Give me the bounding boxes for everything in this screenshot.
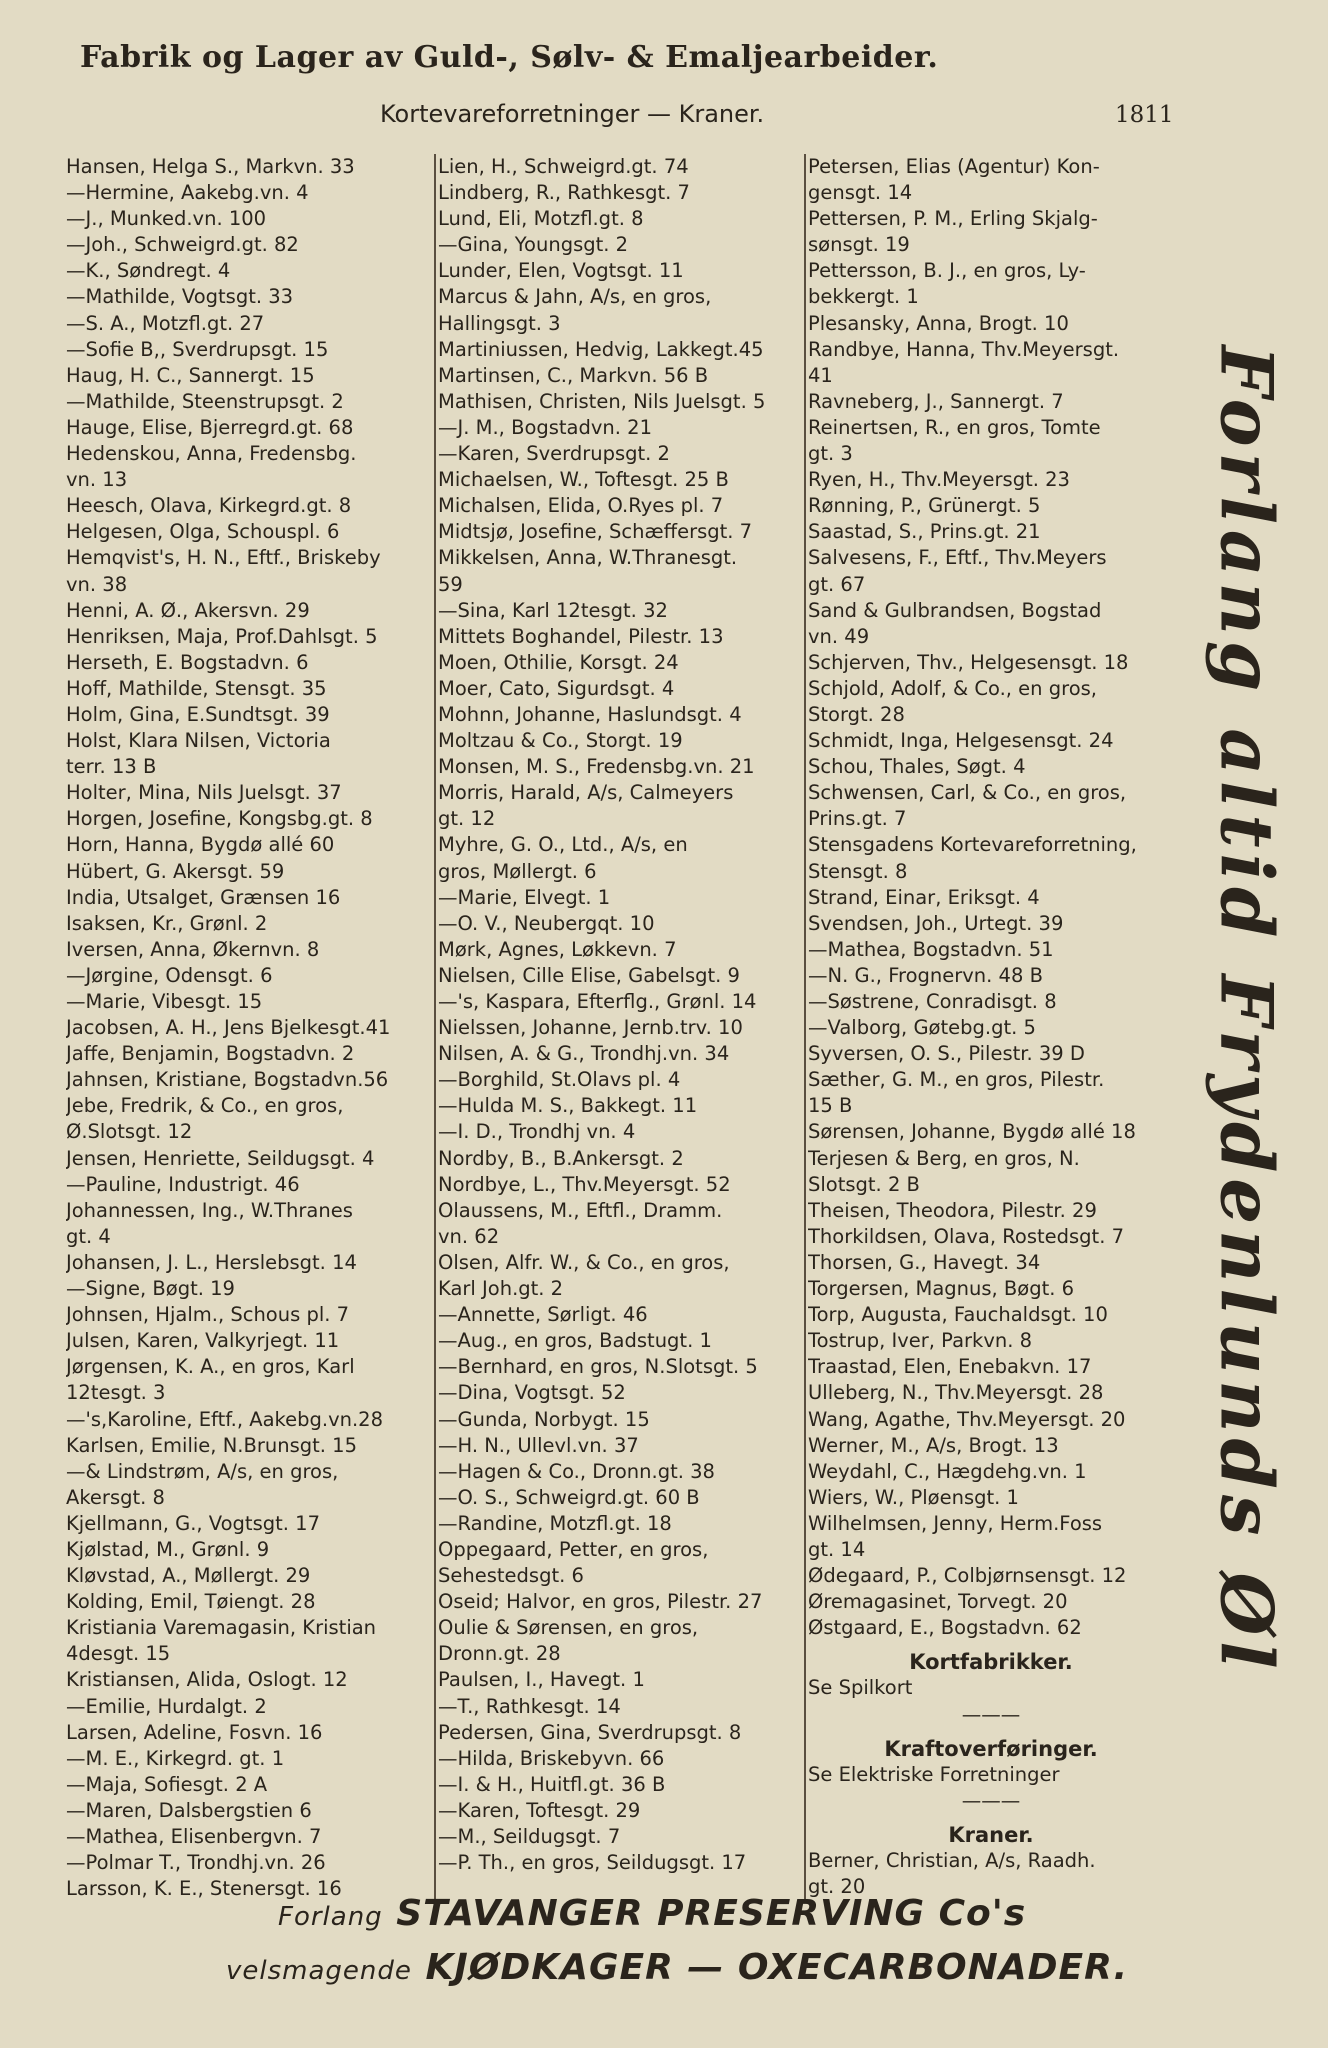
directory-entry-line: Pettersson, B. J., en gros, Ly- — [808, 259, 1086, 283]
directory-entry-line: —S. A., Motzfl.gt. 27 — [66, 311, 265, 335]
directory-entry-line: —J. M., Bogstadvn. 21 — [438, 415, 652, 439]
directory-entry-line: Sehestedsgt. 6 — [438, 1564, 584, 1588]
directory-entry-line: Michaelsen, W., Toftesgt. 25 B — [438, 468, 729, 492]
directory-entry-line: —Maren, Dalsbergstien 6 — [66, 1798, 312, 1822]
directory-entry-line: —M. E., Kirkegrd. gt. 1 — [66, 1746, 285, 1770]
directory-entry-line: Traastad, Elen, Enebakvn. 17 — [808, 1355, 1092, 1379]
directory-entry-line: Holter, Mina, Nils Juelsgt. 37 — [66, 781, 342, 805]
directory-entry-line: Jensen, Henriette, Seildugsgt. 4 — [66, 1146, 375, 1170]
directory-entry-line: —Emilie, Hurdalgt. 2 — [66, 1694, 267, 1718]
directory-entry-line: Lund, Eli, Motzfl.gt. 8 — [438, 207, 644, 231]
directory-entry-line: gt. 12 — [438, 807, 496, 831]
section-entry-line: Se Spilkort — [808, 1676, 913, 1700]
directory-entry-line: Moen, Othilie, Korsgt. 24 — [438, 650, 679, 674]
directory-entry-line: —Karen, Sverdrupsgt. 2 — [438, 442, 670, 466]
directory-entry-line: —Hagen & Co., Dronn.gt. 38 — [438, 1459, 715, 1483]
directory-entry-line: —P. Th., en gros, Seildugsgt. 17 — [438, 1851, 747, 1875]
directory-entry-line: —Marie, Elvegt. 1 — [438, 885, 611, 909]
directory-entry-line: gros, Møllergt. 6 — [438, 859, 597, 883]
directory-entry-line: Sørensen, Johanne, Bygdø allé 18 — [808, 1120, 1136, 1144]
directory-entry-line: Petersen, Elias (Agentur) Kon- — [808, 155, 1100, 178]
directory-column-2 — [438, 154, 806, 1876]
directory-entry-line: terr. 13 B — [66, 755, 157, 779]
directory-entry-line: Hansen, Helga S., Markvn. 33 — [66, 155, 355, 178]
directory-entry-line: —Jørgine, Odensgt. 6 — [66, 963, 273, 987]
directory-entry-line: —'s, Kaspara, Efterflg., Grønl. 14 — [438, 990, 757, 1013]
directory-entry-line: 12tesgt. 3 — [66, 1381, 166, 1405]
directory-entry-line: —Mathilde, Steenstrupsgt. 2 — [66, 389, 344, 413]
directory-entry-line: Lindberg, R., Rathkesgt. 7 — [438, 181, 690, 205]
directory-entry-line: Larsen, Adeline, Fosvn. 16 — [66, 1720, 323, 1744]
directory-entry-line: Ulleberg, N., Thv.Meyersgt. 28 — [808, 1381, 1104, 1405]
directory-entry-line: —Mathea, Bogstadvn. 51 — [808, 937, 1054, 961]
directory-entry-line: Rønning, P., Grünergt. 5 — [808, 494, 1041, 518]
directory-entry-line: Martiniussen, Hedvig, Lakkegt.45 — [438, 337, 764, 361]
directory-entry-line: Ø.Slotsgt. 12 — [66, 1120, 193, 1144]
directory-entry-line: Hauge, Elise, Bjerregrd.gt. 68 — [66, 415, 354, 439]
directory-entry-line: —J., Munked.vn. 100 — [66, 207, 267, 231]
sidebar-ad-text: Forlang altid Frydenlunds Øl — [1204, 345, 1290, 1675]
directory-entry-line: Nordby, B., B.Ankersgt. 2 — [438, 1146, 684, 1170]
directory-entry-line: Theisen, Theodora, Pilestr. 29 — [808, 1198, 1097, 1222]
bottom-ad-line-1-main: STAVANGER PRESERVING Co's — [396, 1893, 1027, 1934]
directory-entry-line: Pedersen, Gina, Sverdrupsgt. 8 — [438, 1720, 742, 1744]
directory-entry-line: Schou, Thales, Søgt. 4 — [808, 755, 1026, 779]
directory-entry-line: —Hulda M. S., Bakkegt. 11 — [438, 1094, 698, 1118]
directory-entry-line: Johannessen, Ing., W.Thranes — [66, 1198, 353, 1222]
directory-entry-line: Øremagasinet, Torvegt. 20 — [808, 1590, 1068, 1614]
directory-entry-line: Heesch, Olava, Kirkegrd.gt. 8 — [66, 494, 352, 518]
directory-entry-line: —Signe, Bøgt. 19 — [66, 1277, 235, 1301]
section-divider: ——— — [961, 1702, 1021, 1726]
directory-entry-line: Monsen, M. S., Fredensbg.vn. 21 — [438, 755, 755, 779]
directory-entry-line: Hoff, Mathilde, Stensgt. 35 — [66, 676, 327, 700]
directory-entry-line: —Annette, Sørligt. 46 — [438, 1303, 648, 1327]
directory-entry-line: Randbye, Hanna, Thv.Meyersgt. — [808, 337, 1120, 361]
directory-entry-line: Haug, H. C., Sannergt. 15 — [66, 363, 315, 387]
directory-entry-line: Svendsen, Joh., Urtegt. 39 — [808, 911, 1064, 935]
directory-entry-line: Prins.gt. 7 — [808, 807, 907, 831]
directory-entry-line: Thorsen, G., Havegt. 34 — [808, 1250, 1041, 1274]
directory-column-1 — [66, 154, 432, 1902]
directory-entry-line: Thorkildsen, Olava, Rostedsgt. 7 — [808, 1224, 1125, 1248]
directory-entry-line: Ravneberg, J., Sannergt. 7 — [808, 389, 1064, 413]
directory-entry-line: Werner, M., A/s, Brogt. 13 — [808, 1433, 1059, 1457]
directory-entry-line: bekkergt. 1 — [808, 285, 919, 309]
directory-entry-line: Kolding, Emil, Tøiengt. 28 — [66, 1590, 316, 1614]
directory-entry-line: —Maja, Sofiesgt. 2 A — [66, 1772, 268, 1796]
directory-entry-line: —Hermine, Aakebg.vn. 4 — [66, 181, 309, 205]
bottom-ad-line-2-prefix: velsmagende — [226, 1956, 412, 1986]
directory-column-3 — [808, 154, 1174, 1900]
directory-entry-line: —Bernhard, en gros, N.Slotsgt. 5 — [438, 1355, 758, 1379]
directory-entry-line: Kjølstad, M., Grønl. 9 — [66, 1537, 270, 1561]
directory-entry-line: Midtsjø, Josefine, Schæffersgt. 7 — [438, 520, 753, 544]
directory-entry-line: vn. 62 — [438, 1224, 500, 1248]
bottom-ad-line-1-prefix: Forlang — [278, 1902, 383, 1932]
directory-entry-line: Ryen, H., Thv.Meyersgt. 23 — [808, 468, 1070, 492]
directory-entry-line: Schjold, Adolf, & Co., en gros, — [808, 676, 1097, 700]
directory-entry-line: —K., Søndregt. 4 — [66, 259, 231, 283]
section-divider: ——— — [961, 1788, 1021, 1812]
directory-entry-line: Wiers, W., Pløensgt. 1 — [808, 1485, 1019, 1509]
directory-entry-line: Saastad, S., Prins.gt. 21 — [808, 520, 1041, 544]
directory-entry-line: 41 — [808, 363, 833, 387]
directory-entry-line: Slotsgt. 2 B — [808, 1172, 920, 1196]
directory-entry-line: vn. 13 — [66, 468, 128, 492]
section-entry-line: gt. 20 — [808, 1875, 866, 1899]
directory-entry-line: 4desgt. 15 — [66, 1642, 171, 1666]
directory-entry-line: Johansen, J. L., Herslebsgt. 14 — [66, 1250, 357, 1274]
section-heading: Kraftoverføringer. — [884, 1736, 1098, 1761]
directory-entry-line: Henriksen, Maja, Prof.Dahlsgt. 5 — [66, 624, 378, 648]
directory-entry-line: Olsen, Alfr. W., & Co., en gros, — [438, 1250, 730, 1274]
directory-entry-line: —O. S., Schweigrd.gt. 60 B — [438, 1485, 700, 1509]
directory-entry-line: Horn, Hanna, Bygdø allé 60 — [66, 833, 335, 857]
directory-entry-line: gt. 4 — [66, 1224, 111, 1248]
directory-entry-line: Sæther, G. M., en gros, Pilestr. — [808, 1068, 1105, 1092]
directory-entry-line: —Gina, Youngsgt. 2 — [438, 233, 629, 257]
directory-entry-line: —H. N., Ullevl.vn. 37 — [438, 1433, 639, 1457]
directory-entry-line: Martinsen, C., Markvn. 56 B — [438, 363, 709, 387]
directory-entry-line: Morris, Harald, A/s, Calmeyers — [438, 781, 734, 805]
directory-entry-line: Hallingsgt. 3 — [438, 311, 561, 335]
directory-entry-line: Torp, Augusta, Fauchaldsgt. 10 — [808, 1303, 1108, 1327]
directory-entry-line: Schwensen, Carl, & Co., en gros, — [808, 781, 1127, 805]
directory-entry-line: Myhre, G. O., Ltd., A/s, en — [438, 833, 688, 857]
directory-entry-line: —Dina, Vogtsgt. 52 — [438, 1381, 626, 1405]
directory-entry-line: Schjerven, Thv., Helgesensgt. 18 — [808, 650, 1129, 674]
directory-entry-line: Paulsen, I., Havegt. 1 — [438, 1668, 645, 1692]
directory-entry-line: Mohnn, Johanne, Haslundsgt. 4 — [438, 702, 742, 726]
directory-entry-line: Moltzau & Co., Storgt. 19 — [438, 729, 683, 753]
directory-entry-line: 59 — [438, 572, 463, 596]
directory-entry-line: Jaffe, Benjamin, Bogstadvn. 2 — [66, 1042, 355, 1066]
directory-entry-line: Kristiania Varemagasin, Kristian — [66, 1616, 377, 1640]
directory-entry-line: gensgt. 14 — [808, 181, 913, 205]
directory-entry-line: Jørgensen, K. A., en gros, Karl — [66, 1355, 355, 1379]
directory-entry-line: Karl Joh.gt. 2 — [438, 1277, 564, 1301]
directory-entry-line: —Aug., en gros, Badstugt. 1 — [438, 1329, 712, 1353]
directory-entry-line: Karlsen, Emilie, N.Brunsgt. 15 — [66, 1433, 357, 1457]
directory-entry-line: —Karen, Toftesgt. 29 — [438, 1798, 641, 1822]
directory-entry-line: Reinertsen, R., en gros, Tomte — [808, 415, 1101, 439]
directory-entry-line: Akersgt. 8 — [66, 1485, 165, 1509]
bottom-ad-line-1 — [278, 1893, 1026, 1934]
directory-entry-line: —Marie, Vibesgt. 15 — [66, 990, 263, 1013]
directory-entry-line: Lien, H., Schweigrd.gt. 74 — [438, 155, 689, 178]
sidebar-advertisement — [1192, 345, 1302, 1675]
directory-entry-line: Kristiansen, Alida, Oslogt. 12 — [66, 1668, 348, 1692]
column-divider — [434, 154, 436, 1899]
directory-entry-line: —O. V., Neubergqt. 10 — [438, 911, 655, 935]
directory-entry-line: —Joh., Schweigrd.gt. 82 — [66, 233, 299, 257]
directory-entry-line: Strand, Einar, Eriksgt. 4 — [808, 885, 1040, 909]
directory-entry-line: —Randine, Motzfl.gt. 18 — [438, 1511, 672, 1535]
directory-entry-line: Nilsen, A. & G., Trondhj.vn. 34 — [438, 1042, 730, 1066]
directory-entry-line: —Sofie B,, Sverdrupsgt. 15 — [66, 337, 329, 361]
directory-entry-line: Helgesen, Olga, Schouspl. 6 — [66, 520, 340, 544]
directory-entry-line: —Gunda, Norbygt. 15 — [438, 1407, 650, 1431]
directory-entry-line: gt. 67 — [808, 572, 866, 596]
directory-entry-line: Henni, A. Ø., Akersvn. 29 — [66, 598, 310, 622]
directory-entry-line: Mathisen, Christen, Nils Juelsgt. 5 — [438, 389, 766, 413]
directory-entry-line: —T., Rathkesgt. 14 — [438, 1694, 621, 1718]
bottom-ad-line-2-main: KJØDKAGER — OXECARBONADER. — [425, 1947, 1129, 1988]
directory-entry-line: Holm, Gina, E.Sundtsgt. 39 — [66, 702, 330, 726]
directory-entry-line: Hübert, G. Akersgt. 59 — [66, 859, 285, 883]
directory-entry-line: Østgaard, E., Bogstadvn. 62 — [808, 1616, 1082, 1640]
directory-entry-line: —Borghild, St.Olavs pl. 4 — [438, 1068, 681, 1092]
directory-entry-line: Jahnsen, Kristiane, Bogstadvn.56 — [66, 1068, 389, 1092]
directory-entry-line: Marcus & Jahn, A/s, en gros, — [438, 285, 712, 309]
directory-entry-line: —Polmar T., Trondhj.vn. 26 — [66, 1851, 326, 1875]
directory-entry-line: gt. 3 — [808, 442, 853, 466]
directory-entry-line: Johnsen, Hjalm., Schous pl. 7 — [66, 1303, 350, 1327]
directory-entry-line: —M., Seildugsgt. 7 — [438, 1825, 621, 1848]
directory-entry-line: Julsen, Karen, Valkyrjegt. 11 — [66, 1329, 340, 1353]
directory-entry-line: —Valborg, Gøtebg.gt. 5 — [808, 1016, 1036, 1040]
directory-entry-line: Jebe, Fredrik, & Co., en gros, — [66, 1094, 344, 1118]
directory-entry-line: vn. 38 — [66, 572, 128, 596]
page-subheader: Kortevareforretninger — Kraner. — [380, 100, 765, 128]
directory-entry-line: —Søstrene, Conradisgt. 8 — [808, 990, 1057, 1013]
directory-entry-line: Jacobsen, A. H., Jens Bjelkesgt.41 — [66, 1016, 391, 1040]
section-heading: Kortfabrikker. — [909, 1650, 1073, 1675]
directory-entry-line: —I. D., Trondhj vn. 4 — [438, 1120, 636, 1144]
directory-entry-line: Salvesens, F., Eftf., Thv.Meyers — [808, 546, 1107, 570]
directory-entry-line: Oppegaard, Petter, en gros, — [438, 1537, 709, 1561]
directory-entry-line: Wilhelmsen, Jenny, Herm.Foss — [808, 1511, 1103, 1535]
directory-entry-line: Storgt. 28 — [808, 702, 905, 726]
page-header-title: Fabrik og Lager av Guld-, Sølv- & Emaljearbeider. — [80, 40, 939, 75]
directory-entry-line: sønsgt. 19 — [808, 233, 910, 257]
directory-entry-line: —Pauline, Industrigt. 46 — [66, 1172, 300, 1196]
bottom-ad-line-2 — [226, 1947, 1128, 1988]
directory-entry-line: Stensgt. 8 — [808, 859, 908, 883]
directory-entry-line: Sand & Gulbrandsen, Bogstad — [808, 598, 1102, 622]
directory-entry-line: Isaksen, Kr., Grønl. 2 — [66, 911, 268, 935]
directory-entry-line: Lunder, Elen, Vogtsgt. 11 — [438, 259, 684, 283]
directory-entry-line: —Sina, Karl 12tesgt. 32 — [438, 598, 668, 622]
directory-entry-line: Schmidt, Inga, Helgesensgt. 24 — [808, 729, 1114, 753]
directory-entry-line: Stensgadens Kortevareforretning, — [808, 833, 1137, 857]
directory-entry-line: Oseid; Halvor, en gros, Pilestr. 27 — [438, 1590, 763, 1614]
directory-entry-line: Michalsen, Elida, O.Ryes pl. 7 — [438, 494, 724, 518]
directory-entry-line: —Hilda, Briskebyvn. 66 — [438, 1746, 665, 1770]
directory-entry-line: Mittets Boghandel, Pilestr. 13 — [438, 624, 724, 648]
directory-entry-line: —N. G., Frognervn. 48 B — [808, 963, 1043, 987]
directory-entry-line: Weydahl, C., Hægdehg.vn. 1 — [808, 1459, 1087, 1483]
directory-entry-line: Larsson, K. E., Stenersgt. 16 — [66, 1877, 342, 1901]
directory-entry-line: Tostrup, Iver, Parkvn. 8 — [808, 1329, 1033, 1353]
directory-entry-line: Moer, Cato, Sigurdsgt. 4 — [438, 676, 675, 700]
directory-entry-line: India, Utsalget, Grænsen 16 — [66, 885, 341, 909]
directory-entry-line: Kløvstad, A., Møllergt. 29 — [66, 1564, 311, 1588]
directory-entry-line: gt. 14 — [808, 1537, 866, 1561]
directory-entry-line: —I. & H., Huitfl.gt. 36 B — [438, 1772, 666, 1796]
page-number: 1811 — [1115, 102, 1174, 128]
directory-entry-line: —& Lindstrøm, A/s, en gros, — [66, 1459, 339, 1483]
directory-entry-line: Horgen, Josefine, Kongsbg.gt. 8 — [66, 807, 373, 831]
directory-entry-line: Nielsen, Cille Elise, Gabelsgt. 9 — [438, 963, 740, 987]
directory-entry-line: —Mathea, Elisenbergvn. 7 — [66, 1825, 322, 1848]
directory-entry-line: Holst, Klara Nilsen, Victoria — [66, 729, 331, 753]
directory-entry-line: Hedenskou, Anna, Fredensbg. — [66, 442, 357, 466]
directory-entry-line: Wang, Agathe, Thv.Meyersgt. 20 — [808, 1407, 1126, 1431]
directory-entry-line: vn. 49 — [808, 624, 870, 648]
directory-entry-line: Kjellmann, G., Vogtsgt. 17 — [66, 1511, 320, 1535]
directory-entry-line: Hemqvist's, H. N., Eftf., Briskeby — [66, 546, 381, 570]
directory-entry-line: Herseth, E. Bogstadvn. 6 — [66, 650, 309, 674]
directory-entry-line: Nordbye, L., Thv.Meyersgt. 52 — [438, 1172, 731, 1196]
directory-entry-line: Terjesen & Berg, en gros, N. — [808, 1146, 1080, 1170]
directory-entry-line: Oulie & Sørensen, en gros, — [438, 1616, 699, 1640]
directory-entry-line: Nielssen, Johanne, Jernb.trv. 10 — [438, 1016, 743, 1040]
directory-entry-line: Mørk, Agnes, Løkkevn. 7 — [438, 937, 677, 961]
section-heading: Kraner. — [948, 1822, 1034, 1847]
directory-entry-line: Pettersen, P. M., Erling Skjalg- — [808, 207, 1098, 231]
directory-entry-line: —'s,Karoline, Eftf., Aakebg.vn.28 — [66, 1407, 383, 1431]
directory-entry-line: Torgersen, Magnus, Bøgt. 6 — [808, 1277, 1075, 1301]
section-entry-line: Berner, Christian, A/s, Raadh. — [808, 1849, 1096, 1872]
directory-entry-line: Syversen, O. S., Pilestr. 39 D — [808, 1042, 1085, 1066]
directory-entry-line: Olaussens, M., Eftfl., Dramm. — [438, 1198, 723, 1222]
directory-entry-line: —Mathilde, Vogtsgt. 33 — [66, 285, 294, 309]
directory-entry-line: Plesansky, Anna, Brogt. 10 — [808, 311, 1069, 335]
section-entry-line: Se Elektriske Forretninger — [808, 1762, 1060, 1786]
directory-entry-line: 15 B — [808, 1094, 853, 1118]
directory-entry-line: Iversen, Anna, Økernvn. 8 — [66, 937, 320, 961]
directory-entry-line: Dronn.gt. 28 — [438, 1642, 561, 1666]
directory-entry-line: Mikkelsen, Anna, W.Thranesgt. — [438, 546, 738, 570]
directory-entry-line: Ødegaard, P., Colbjørnsensgt. 12 — [808, 1564, 1127, 1588]
